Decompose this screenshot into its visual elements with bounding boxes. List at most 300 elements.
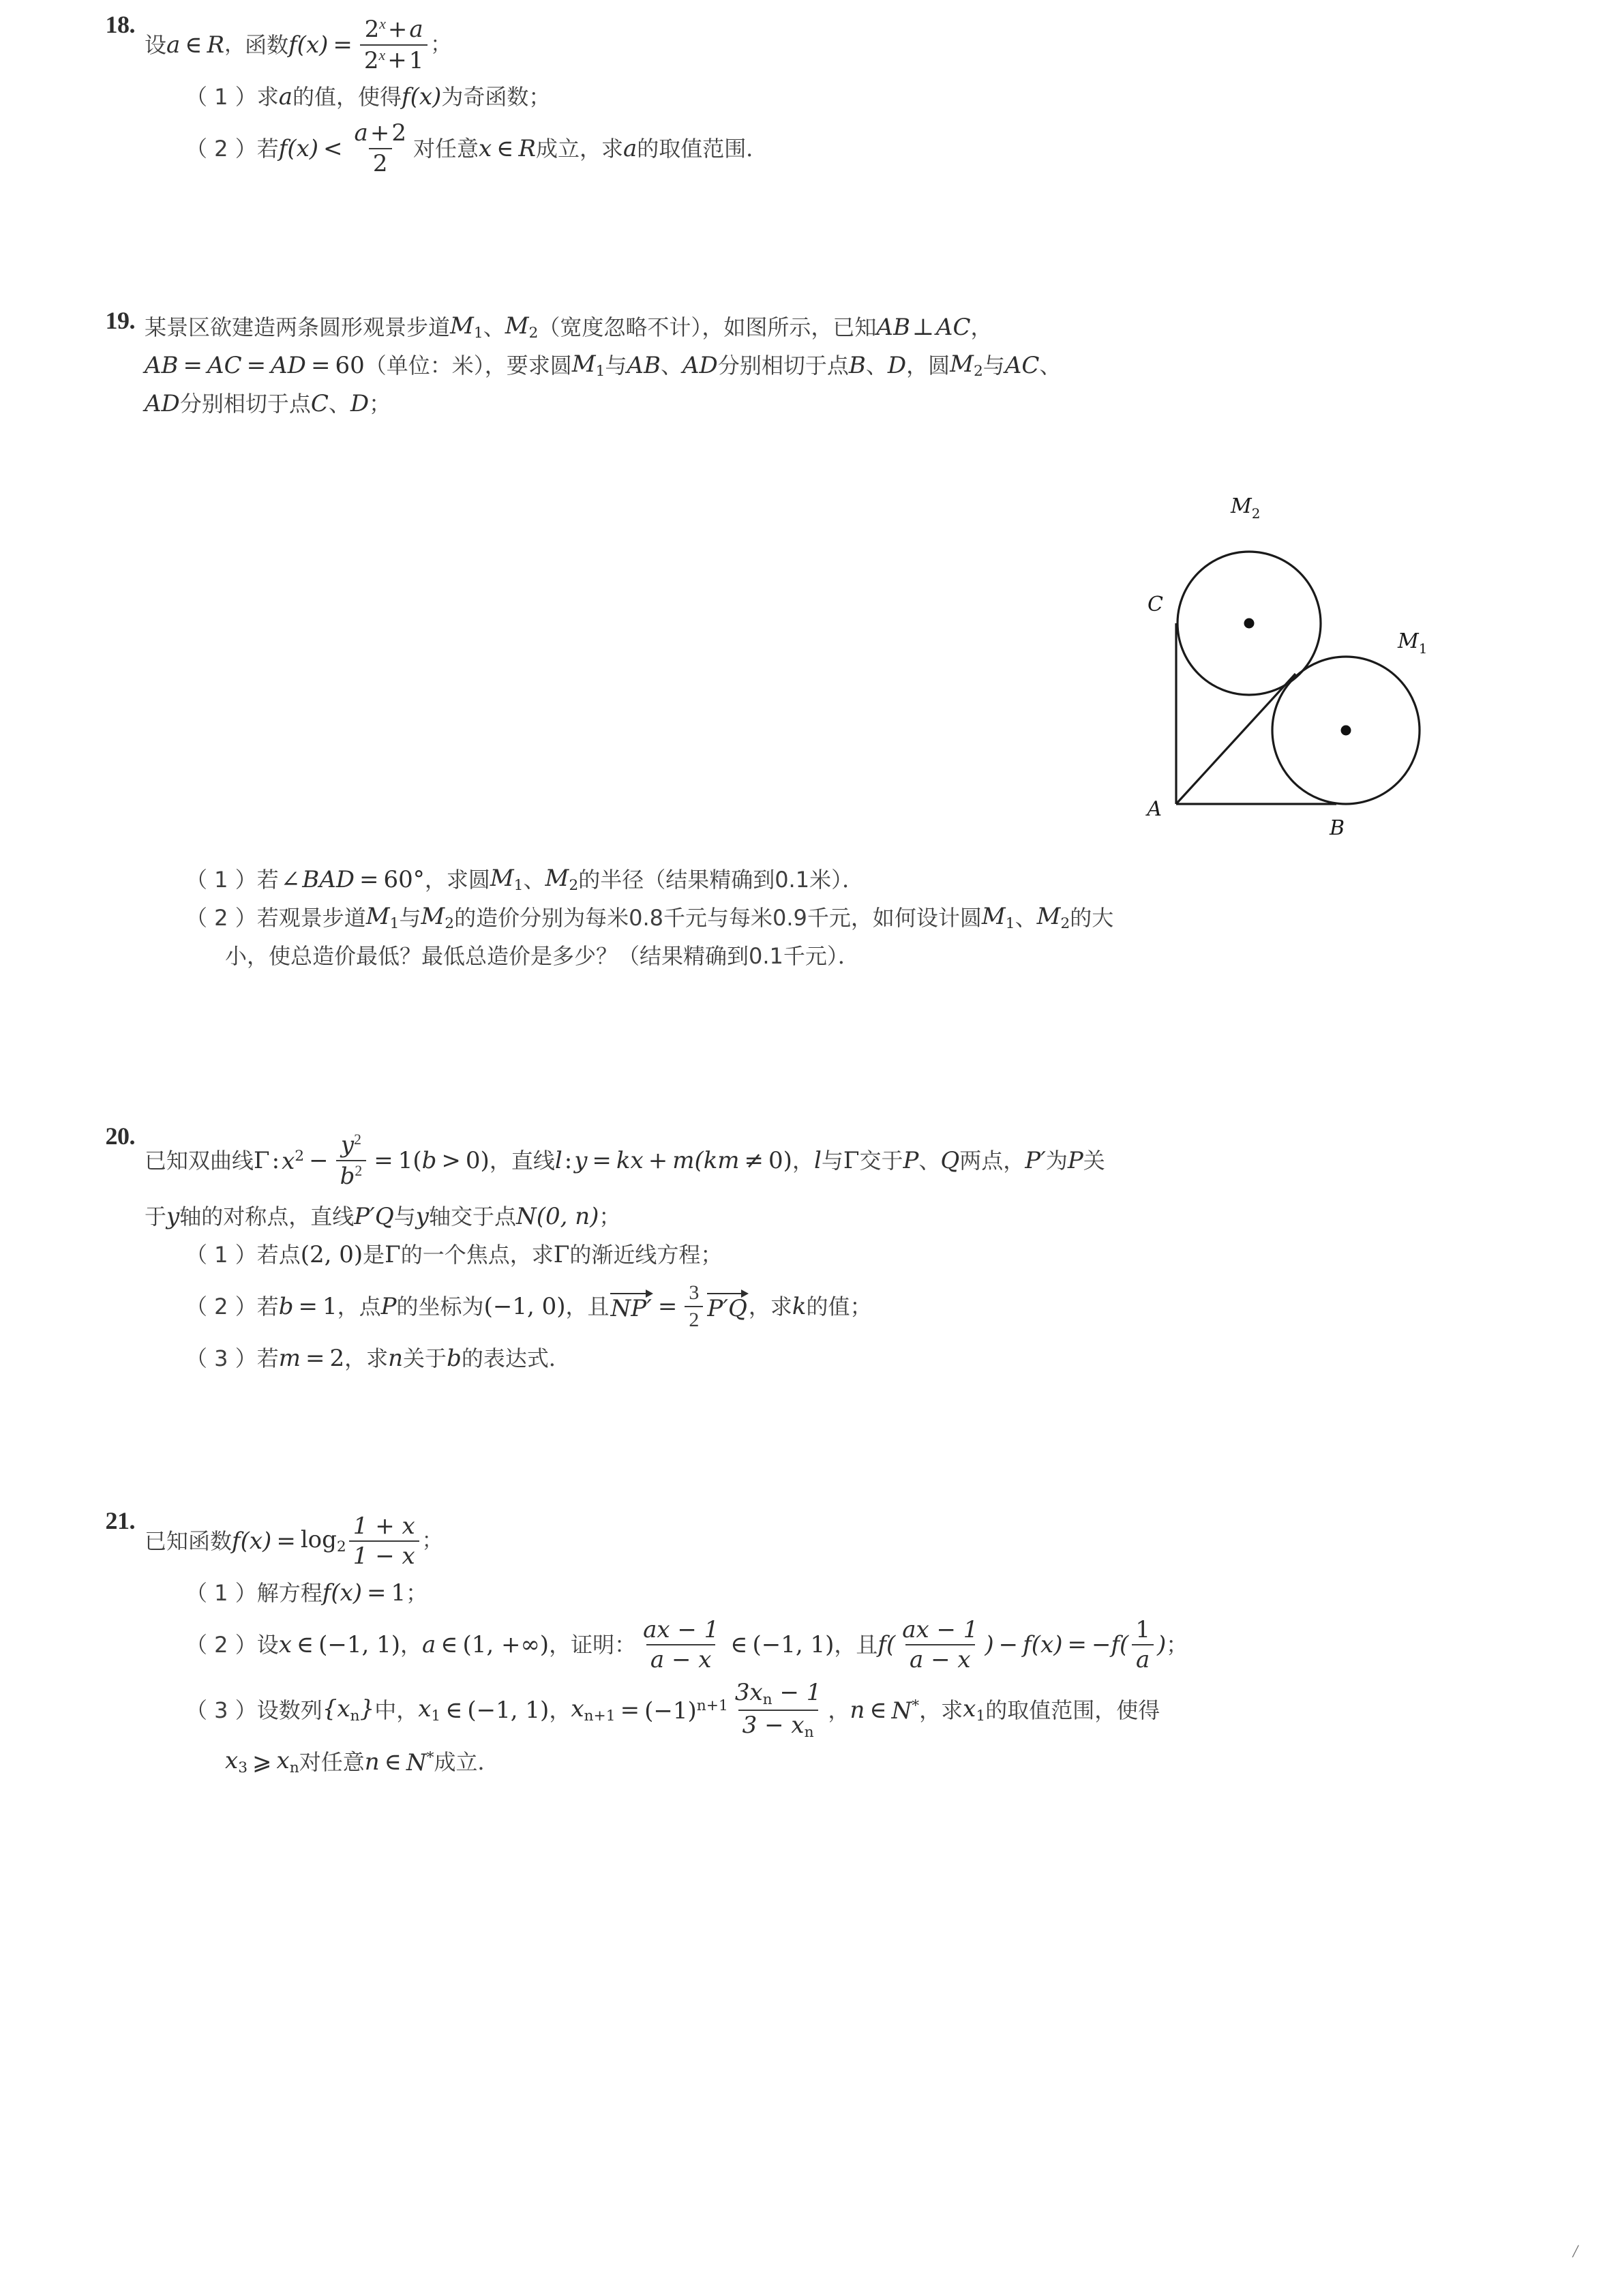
q20-l1-kx: kx [616,1147,644,1174]
q19-l2-eq-3: = [310,352,331,379]
question-21 [82,1508,1541,1781]
q20-sub1-text-4: 的渐近线方程； [569,1242,723,1268]
question-19 [82,308,1541,423]
q21-sub1-one: 1 [391,1579,406,1607]
q20-l1-line-l2: l [813,1147,822,1174]
q19-l3-dun-1: 、 [328,391,350,417]
question-19-sub-2 [145,899,1541,937]
q21-sub3-equals: = [620,1697,640,1724]
q21-sub3-text-6: 的取值范围，使得 [985,1697,1160,1723]
q21-sub1-text-1: 解方程 [256,1580,322,1606]
q20-sub2-fraction-denominator: 2 [685,1306,703,1331]
q21-sub2-fraction-1 [639,1617,723,1672]
q18-den-exp: x [378,46,386,63]
question-20-stem-line-1 [145,1124,1541,1197]
q18-sub2-var-a2: a [622,135,638,162]
q19-sub1-m2: $M_2$ [545,864,579,894]
question-21-sub-2 [145,1612,1541,1678]
q21-sub2-f-close: ) [985,1631,994,1658]
q20-l1-text-8: 关 [1083,1148,1105,1174]
q18-sub2-less-than: < [323,135,343,162]
q20-l1-text-5: 交于 [859,1148,903,1174]
q19-sub1-m1: $M_1$ [490,864,524,894]
q21-sub2-neg-f-open: −f( [1091,1631,1129,1658]
q21-sub2-label: （ 2 ） [185,1632,257,1658]
q18-sub1-text-2: 的值，使得 [292,84,402,110]
q20-l1-fraction-numerator [337,1132,365,1160]
q21-sub2-text-3: ，证明： [549,1632,637,1658]
q20-sub2-text-2: ，点 [337,1294,381,1320]
q19-l2-sixty: 60 [335,352,365,379]
q21-sub3-fraction [731,1680,826,1740]
q19-sub2-m2: $M_2$ [421,902,455,932]
q18-sub2-text-4: 的取值范围． [637,136,768,162]
question-21-number: 21. [105,1507,135,1534]
q21-sub3-fraction-numerator: $3x_n - 1$ [734,1678,822,1708]
q18-sub2-text-3: 成立，求 [535,136,623,162]
q19-sub1-label: （ 1 ） [185,867,257,893]
q19-l2-d: D [887,352,907,379]
q19-l3-c: C [310,390,329,417]
q20-l1-minus: − [309,1147,329,1174]
q20-l1-paren-km: (km [694,1147,740,1174]
q20-l1-line-l: l [554,1147,562,1174]
q19-l2-text-5: 与 [982,353,1005,378]
q21-sub1-label: （ 1 ） [185,1580,257,1606]
q21-sub2-text-2: ， [400,1632,423,1658]
q18-sub2-in-symbol: ∈ [496,135,514,162]
q20-l1-text-1: 已知双曲线 [145,1148,254,1174]
q18-fx: f(x) [288,31,329,59]
q19-l3-d: D [350,390,370,417]
question-20-sub-1 [145,1236,1541,1274]
figure-label-M2: $M_2$ [1231,494,1261,522]
q20-l1-text-4: 与 [821,1148,843,1174]
q20-sub2-vector-np-prime: NP′ [610,1293,651,1320]
q20-sub3-text-3: 关于 [403,1345,447,1371]
q19-sub1-text-1: 若 [256,867,279,893]
q20-sub2-one: 1 [322,1293,338,1320]
q19-l1-text-1: 某景区欲建造两条圆形观景步道 [145,314,451,340]
q20-sub2-text-5: ，求 [748,1294,792,1320]
q18-sub2-den: 2 [372,149,388,177]
q21-sub3-l2-in: ∈ [384,1748,402,1776]
q20-l2-text-2: 轴的对称点，直线 [179,1204,355,1229]
q20-sub3-text-2: ，求 [344,1345,389,1371]
q20-l2-text-4: 轴交于点 [428,1204,516,1229]
q20-l1-b-exp: 2 [355,1162,363,1179]
q19-l2-eq-2: = [246,352,267,379]
q20-l1-b-var: b [421,1147,437,1174]
q19-sub2-label: （ 2 ） [185,905,257,931]
q19-l3-text-1: 分别相切于点 [179,391,311,417]
q21-sub2-in-2: ∈ [440,1631,458,1658]
q21-sub3-n: n [850,1697,865,1724]
q19-l2-dun-2: 、 [865,353,888,378]
q19-l1-text-2: （宽度忽略不计），如图所示，已知 [538,314,877,340]
q20-sub2-fraction [685,1282,703,1331]
question-18-sub-1 [145,78,1541,116]
q21-fraction-denominator: 1 − x [349,1540,419,1569]
q20-l2-text-1: 于 [145,1204,167,1229]
q18-sub1-label: （ 1 ） [185,84,257,110]
q18-sub2-var-x: x [478,135,492,162]
q21-log: $\log_2$ [300,1525,346,1555]
q19-l1-dun-1: 、 [483,314,505,340]
q21-sub3-text-4: ， [828,1697,850,1723]
question-18-stem [145,12,1541,78]
q18-sub2-fx: f(x) [278,135,319,162]
question-19-figure [1091,477,1473,846]
q19-l2-ab: AB [145,352,179,379]
q20-l1-zero-2: 0) [768,1147,792,1174]
q21-sub3-l2-n-star: N* [406,1748,434,1776]
question-20 [82,1124,1541,1377]
q20-sub1-text-2: 是 [363,1242,385,1268]
q20-l1-y-var: y [574,1147,588,1174]
q21-fx: f(x) [232,1527,272,1555]
q21-sub3-text-2: 中， [374,1697,419,1723]
q20-sub1-gamma: Γ [385,1241,401,1268]
q20-l1-text-2: ，直线 [489,1148,555,1174]
q21-sub2-frac1-denominator: a − x [646,1644,716,1673]
q21-sub3-x-n-plus-1: $x_{n+1}$ [571,1695,616,1725]
q20-sub2-point-p: P [380,1293,397,1320]
q20-sub3-text-4: 的表达式． [461,1345,571,1371]
q18-sub1-fx: f(x) [402,83,442,110]
q21-sub2-a: a [422,1631,436,1658]
figure-label-A: A [1147,797,1162,821]
q20-l1-point-p: P [903,1147,919,1174]
question-20-stem-line-2 [145,1197,1541,1236]
question-21-stem [145,1508,1541,1574]
q20-l1-text-7: 为 [1045,1148,1068,1174]
q20-l1-colon-2: : [564,1147,573,1174]
q19-l2-dun-1: 、 [660,353,682,378]
q20-sub2-vector-pq: P′Q [707,1293,747,1320]
q18-stem-text-1: 设 [145,32,167,58]
q21-sub3-minus-one-power: $(-1)^{n+1}$ [644,1697,728,1725]
q20-sub2-text-3: 的坐标为 [396,1294,484,1320]
q19-sub1-bad: BAD [302,866,355,893]
q21-sub1-text-2: ； [406,1580,428,1606]
q19-sub2-m2b: $M_2$ [1036,902,1070,932]
q19-l2-m1: $M_1$ [571,350,605,380]
question-20-sub-3 [145,1339,1541,1377]
question-19-stem-line-2 [145,346,1541,385]
q18-sub1-text-3: 为奇函数； [441,84,551,110]
q20-sub2-b: b [278,1293,294,1320]
q18-fraction-denominator [360,44,427,74]
q21-sub2-fraction-3 [1131,1617,1154,1672]
q19-sub1-text-3: 的半径（结果精确到0.1米）． [578,867,865,893]
question-21-sub-1 [145,1574,1541,1612]
q18-sub2-text-1: 若 [256,136,279,162]
question-19-subs [82,861,1541,975]
q21-sub3-x1b: $x_1$ [963,1695,986,1725]
q20-l1-b: b [340,1162,355,1190]
q20-sub2-equals: = [298,1293,318,1320]
q19-sub1-equals: = [359,866,379,893]
q19-l1-text-3: ， [970,314,993,340]
q21-sub2-text-4: ，且 [834,1632,878,1658]
q21-sub1-equals: = [367,1579,387,1607]
q18-sub2-label: （ 2 ） [185,136,257,162]
q21-sub3-fraction-denominator: $3 - x_n$ [738,1710,818,1741]
q18-comma: ， [224,33,245,57]
q20-sub3-equals: = [305,1345,325,1372]
q18-den-base: 2 [363,46,379,74]
q21-sub3-interval-1: (−1, 1) [467,1697,550,1724]
q19-l2-dun-3: 、 [1039,353,1062,378]
q21-sub2-frac3-numerator: 1 [1135,1615,1150,1643]
q19-l1-m1: $M_1$ [450,312,483,342]
q19-l2-ad2: AD [682,352,718,379]
q20-l1-equals-2: = [592,1147,612,1174]
q19-sub2-dun-1: 、 [1015,905,1037,931]
q21-sub2-frac1-numerator: ax − 1 [643,1615,719,1643]
q19-sub2-text-1: 若观景步道 [256,905,366,931]
q19-l2-eq-1: = [183,352,203,379]
q21-stem-text-1: 已知函数 [145,1528,232,1554]
q20-sub1-label: （ 1 ） [185,1242,257,1268]
q18-sub1-var-a: a [278,83,293,110]
q20-sub1-text-3: 的一个焦点，求 [400,1242,554,1268]
q20-l1-greater-than: > [441,1147,461,1174]
q19-l2-text-4: ，圆 [906,353,950,378]
q20-l1-dun: 、 [918,1148,941,1174]
q18-den-one: 1 [408,46,424,74]
q18-sub2-denominator [369,148,392,177]
question-19-sub-1 [145,861,1541,899]
q20-sub1-gamma-2: Γ [553,1241,570,1268]
q21-sub2-f-open: f( [877,1631,896,1658]
q20-l1-one-open: 1( [397,1147,422,1174]
q21-sub3-in-2: ∈ [869,1697,887,1724]
q21-semicolon: ； [421,1529,442,1553]
question-18-sub-2 [145,116,1541,181]
q18-num-exp: x [379,15,386,32]
q20-sub2-k: k [792,1293,807,1320]
q20-sub1-text-1: 若点 [256,1242,301,1268]
q20-l2-text-5: ； [599,1204,621,1229]
question-21-sub-3-line-2 [145,1743,1541,1781]
q20-l1-colon: : [271,1147,280,1174]
q19-l1-ab: AB [876,314,910,341]
question-20-sub-2 [145,1274,1541,1339]
q19-l2-b: B [848,352,866,379]
q21-sub2-fraction-2 [898,1617,982,1672]
q21-sub3-label: （ 3 ） [185,1697,257,1723]
q21-sub2-neg-f-close: ) [1156,1631,1167,1658]
q20-sub2-equals-2: = [657,1293,678,1320]
q21-sub2-interval-1: (−1, 1) [318,1631,400,1658]
q20-l2-coordinates: (0, n) [536,1203,599,1230]
q20-sub2-coordinates: (−1, 0) [483,1293,566,1320]
q20-sub2-text-1: 若 [256,1294,279,1320]
q19-l2-text-1: （单位：米），要求圆 [364,353,572,378]
q21-sub2-text-5: ； [1166,1632,1188,1658]
geometry-diagram [1091,477,1473,846]
center-point-M2 [1244,618,1255,629]
q21-sub3-n-star: N* [891,1697,920,1725]
q18-fraction [360,16,427,74]
q20-sub3-n: n [388,1345,404,1372]
q18-sub2-num-a: a [354,119,368,147]
q19-l2-m2: $M_2$ [950,350,983,380]
q20-l1-plus: + [648,1147,668,1174]
q21-sub2-frac3-denominator: a [1132,1644,1154,1673]
page-marker: / [1572,2241,1578,2261]
q19-sub1-degrees: 60° [383,866,425,893]
q18-equals: = [333,31,352,59]
q20-l2-point-n: N [515,1203,537,1230]
q20-l1-point-p2: P [1067,1147,1083,1174]
q19-l2-ab2: AB [627,352,661,379]
q21-equals: = [276,1527,296,1555]
q18-sub2-num-two: 2 [391,119,406,147]
q21-sub2-interval-3: (−1, 1) [752,1631,835,1658]
q19-l2-ac: AC [207,352,242,379]
q20-l1-y-exp: 2 [354,1131,361,1148]
q21-sub2-in-3: ∈ [730,1631,748,1658]
q19-sub2-line-2-text: 小，使总造价最低？最低总造价是多少？（结果精确到0.1千元）． [225,943,860,969]
q18-sub2-numerator [350,121,410,148]
q21-fraction-numerator: 1 + x [352,1512,415,1540]
q19-l3-text-2: ； [369,391,391,417]
q20-l1-fraction [336,1132,367,1189]
q19-sub2-text-4: 的大 [1070,905,1114,931]
question-19-sub-2-line-2 [145,937,1541,975]
center-point-M1 [1341,726,1351,736]
q19-sub2-text-2: 与 [399,905,421,931]
question-18-number: 18. [105,11,135,38]
q20-l1-not-equal: ≠ [744,1147,764,1174]
q18-num-a: a [409,15,423,43]
q20-l2-text-3: 与 [393,1204,416,1229]
q20-sub3-two: 2 [329,1345,345,1372]
question-18 [82,12,1541,181]
q19-sub2-m1b: $M_1$ [981,902,1015,932]
q21-sub2-text-1: 设 [256,1632,279,1658]
q20-sub3-b: b [447,1345,462,1372]
q21-fraction [349,1514,419,1568]
q20-l1-text-6: 两点， [959,1148,1025,1174]
q20-l1-equals: = [374,1147,393,1174]
q18-num-plus: + [387,15,408,43]
q18-num-base: 2 [364,15,380,43]
q18-in-symbol: ∈ [185,31,202,59]
q21-sub3-l2-n: n [364,1748,380,1776]
q18-semicolon: ； [430,33,451,57]
q20-l1-zero-close: 0) [465,1147,490,1174]
question-21-sub-3 [145,1678,1541,1743]
q21-sub2-frac2-numerator: ax − 1 [902,1615,978,1643]
q20-sub2-fraction-numerator: 3 [689,1281,700,1304]
q18-var-a: a [166,31,181,59]
q18-sub2-num-plus: + [370,119,390,147]
q20-l1-point-q: Q [940,1147,960,1174]
q20-l1-m-var: m [672,1147,695,1174]
q19-l2-text-3: 分别相切于点 [717,353,849,378]
q19-l2-text-2: 与 [605,353,627,378]
q20-l1-y: y [340,1131,355,1159]
q21-sub3-text-1: 设数列 [256,1697,322,1723]
q18-fraction-numerator [361,16,427,44]
q21-sub2-equals: = [1067,1631,1087,1658]
q20-sub3-m: m [278,1345,301,1372]
q20-sub3-text-1: 若 [256,1345,279,1371]
q20-sub2-text-4: ，且 [565,1294,610,1320]
q18-sub2-text-2: 对任意 [412,136,479,162]
question-19-stem-line-3 [145,385,1541,423]
q19-l1-perp: ⊥ [912,314,934,341]
q20-l1-gamma-2: Γ [843,1147,860,1174]
q18-den-plus: + [387,46,407,74]
q21-sub3-sequence: $\{x_n\}$ [322,1695,375,1725]
q18-sub2-fraction [350,121,410,177]
figure-label-M1: $M_1$ [1398,629,1428,657]
arrow-head-icon [646,1289,653,1298]
q21-sub2-frac2-denominator: a − x [905,1644,975,1673]
q20-sub1-point: (2, 0) [300,1241,363,1268]
q19-sub2-text-3: 的造价分别为每米0.8千元与每米0.9千元，如何设计圆 [454,905,982,931]
figure-label-B: B [1330,816,1345,840]
q20-l2-y2: y [415,1203,429,1230]
q20-l1-text-3: ， [792,1148,814,1174]
q21-sub2-in-1: ∈ [296,1631,314,1658]
q19-sub1-dun-1: 、 [523,867,545,893]
q18-stem-text-2: 函数 [245,32,289,58]
q21-sub3-l2-text-1: 对任意 [299,1749,365,1775]
q21-sub3-l2-x3: $x_3$ [225,1746,248,1776]
q20-l1-fraction-denominator [336,1160,367,1190]
question-20-number: 20. [105,1122,135,1150]
q21-sub3-l2-text-2: 成立． [434,1749,500,1775]
q20-sub2-text-6: 的值； [806,1294,872,1320]
q19-sub1-text-2: ，求圆 [424,867,490,893]
q21-sub3-in-1: ∈ [445,1697,463,1724]
q19-l2-ad: AD [271,352,306,379]
q20-l1-p-prime: P′ [1025,1147,1046,1174]
q21-sub3-l2-xn: $x_n$ [276,1746,299,1776]
q19-sub1-angle-symbol: ∠ [280,866,301,893]
q21-sub1-fx: f(x) [322,1579,363,1607]
q21-sub2-interval-2: (1, +∞) [462,1631,550,1658]
q21-sub2-fx: f(x) [1023,1631,1063,1658]
q19-l3-ad: AD [145,390,180,417]
figure-label-C: C [1148,593,1163,616]
q20-l2-y: y [166,1203,180,1230]
q18-set-r: R [207,31,225,59]
q19-sub2-m1: $M_1$ [365,902,400,932]
question-19-number: 19. [105,307,135,334]
q20-l2-pq: P′Q [354,1203,394,1230]
q21-sub3-x1: $x_1$ [418,1695,441,1725]
q20-sub3-label: （ 3 ） [185,1345,257,1371]
q20-l1-x-squared: $x^2$ [282,1147,305,1175]
q21-sub2-x: x [278,1631,292,1658]
q21-sub3-l2-ge: ⩾ [252,1748,272,1776]
q21-sub2-minus: − [998,1631,1019,1658]
question-19-stem-line-1 [145,308,1541,346]
q19-l1-ac: AC [935,314,971,341]
q21-sub3-text-3: ， [549,1697,571,1723]
q20-sub2-label: （ 2 ） [185,1294,257,1320]
q18-sub1-text-1: 求 [256,84,279,110]
q20-l1-gamma: Γ [254,1147,270,1174]
q18-sub2-set-r: R [518,135,536,162]
